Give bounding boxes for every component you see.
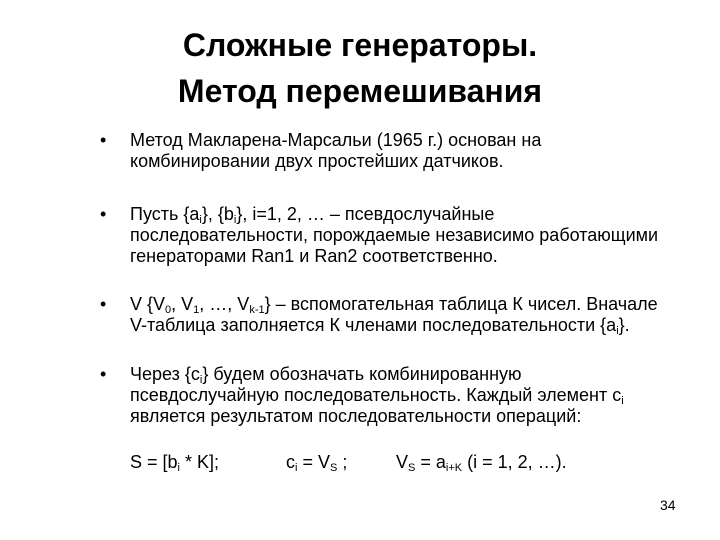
subscript: i	[199, 374, 203, 386]
text-run: является результатом последовательности операций:	[130, 406, 582, 426]
slide-title	[0, 22, 720, 114]
bullet-marker: •	[100, 364, 107, 384]
bullet-text	[130, 204, 670, 267]
bullet-text: Метод Макларена-Марсальи (1965 г.) основан на комбинировании двух простейших датчиков.	[130, 130, 542, 171]
bullet-text	[130, 294, 670, 336]
subscript: i	[199, 214, 202, 226]
subscript: i	[621, 395, 624, 407]
subscript: S	[408, 462, 416, 474]
subscript: k-1	[249, 304, 265, 316]
subscript: i	[295, 462, 298, 474]
text-run: , …, V	[199, 294, 250, 314]
subscript: i	[616, 325, 619, 337]
title-line-1: Сложные генераторы.	[182, 27, 538, 63]
formula-part-2	[286, 452, 347, 473]
text-run: Через {c	[130, 364, 200, 384]
text-run: } – вспомогательная таблица К чисел. Вначале V-таблица заполняется К членами последовательности {a	[130, 294, 658, 335]
text-run: } будем обозначать комбинированную псевдослучайную последовательность. Каждый элемент c	[130, 364, 622, 405]
text-run: = a	[415, 452, 446, 472]
text-run: V {V	[130, 294, 166, 314]
text-run: = V	[297, 452, 330, 472]
text-run: }, {b	[201, 204, 234, 224]
text-run: }.	[618, 315, 630, 335]
text-run: V	[396, 452, 409, 472]
text-run: (i = 1, 2, …).	[462, 452, 567, 472]
text-run: }, i=1, 2, … – псевдослучайные последовательности, порождаемые независимо работающими генераторами Ran1 и Ran2 соответственно.	[130, 204, 659, 266]
text-run: S = [b	[130, 452, 178, 472]
text-run: * K];	[179, 452, 219, 472]
formula-part-1	[130, 452, 219, 473]
subscript: i	[233, 214, 237, 226]
title-line-2: Метод перемешивания	[177, 73, 543, 109]
subscript: i+K	[445, 462, 463, 474]
page-number: 34	[660, 497, 676, 513]
text-run: c	[286, 452, 295, 472]
bullet-marker: •	[100, 204, 107, 224]
subscript: 1	[193, 304, 200, 316]
subscript: 0	[165, 304, 172, 316]
subscript: S	[329, 462, 338, 474]
text-run: , V	[171, 294, 194, 314]
text-run: ;	[337, 452, 348, 472]
bullet-marker: •	[100, 294, 107, 314]
formula-part-3	[396, 452, 567, 473]
subscript: i	[177, 462, 180, 474]
bullet-text	[130, 364, 670, 427]
text-run: Пусть {a	[130, 204, 200, 224]
bullet-marker: •	[100, 130, 107, 150]
